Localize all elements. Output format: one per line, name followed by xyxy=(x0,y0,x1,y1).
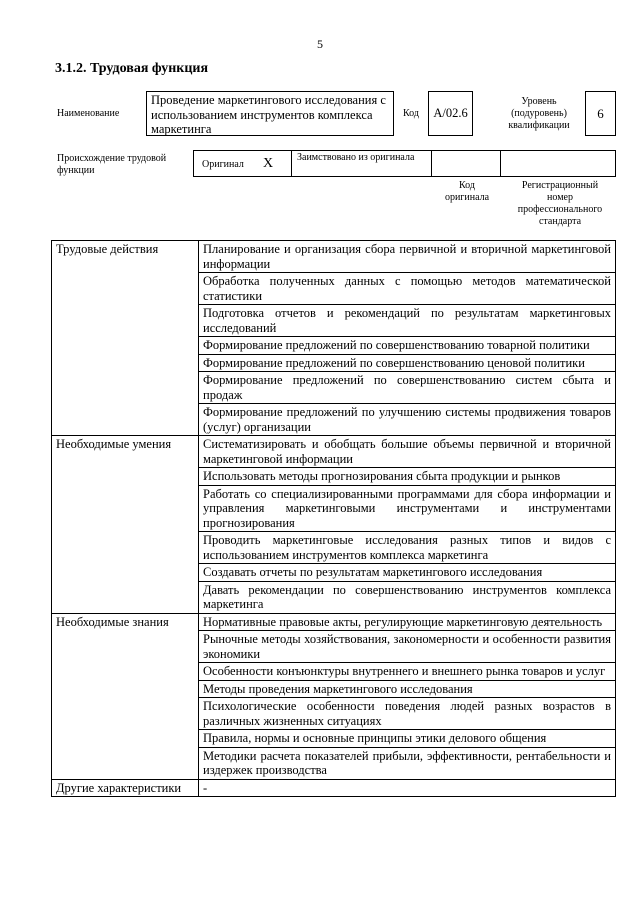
code-original-caption: Код оригинала xyxy=(444,180,490,203)
item-cell: Создавать отчеты по результатам маркетингового исследования xyxy=(199,564,616,582)
item-cell: Систематизировать и обобщать большие объемы первичной и вторичной маркетинговой информации xyxy=(199,436,616,468)
item-cell: Формирование предложений по совершенствованию товарной политики xyxy=(199,337,616,355)
item-cell: Нормативные правовые акты, регулирующие маркетинговую деятельность xyxy=(199,613,616,631)
item-cell: Формирование предложений по улучшению системы продвижения товаров (услуг) организации xyxy=(199,404,616,436)
reg-number-caption: Регистрационный номер профессионального стандарта xyxy=(517,180,603,227)
category-cell: Необходимые знания xyxy=(52,613,199,779)
item-cell: Психологические особенности поведения людей разных возрастов в различных жизненных ситуациях xyxy=(199,698,616,730)
category-cell: Трудовые действия xyxy=(52,241,199,436)
table-row xyxy=(52,613,616,631)
function-table xyxy=(51,240,616,797)
function-name: Проведение маркетингового исследования с использованием инструментов комплекса маркетинга xyxy=(151,93,386,136)
item-cell: Формирование предложений по совершенствованию ценовой политики xyxy=(199,354,616,372)
name-label: Наименование xyxy=(57,108,120,119)
item-cell: Планирование и организация сбора первичной и вторичной маркетинговой информации xyxy=(199,241,616,273)
table-row xyxy=(52,436,616,468)
item-cell: Методы проведения маркетингового исследования xyxy=(199,680,616,698)
name-box xyxy=(146,91,394,136)
item-cell: Обработка полученных данных с помощью методов математической статистики xyxy=(199,273,616,305)
original-label: Оригинал xyxy=(202,159,244,170)
item-cell: Формирование предложений по совершенствованию систем сбыта и продаж xyxy=(199,372,616,404)
code-box xyxy=(428,91,473,136)
item-cell: Давать рекомендации по совершенствованию инструментов комплекса маркетинга xyxy=(199,581,616,613)
divider xyxy=(500,151,501,176)
item-cell: Проводить маркетинговые исследования разных типов и видов с использованием инструментов комплекса маркетинга xyxy=(199,532,616,564)
level-value: 6 xyxy=(597,106,604,121)
page-number: 5 xyxy=(317,37,323,51)
original-mark: X xyxy=(263,156,274,171)
code-label: Код xyxy=(403,108,419,119)
item-cell: Рыночные методы хозяйствования, закономерности и особенности развития экономики xyxy=(199,631,616,663)
item-cell: Использовать методы прогнозирования сбыта продукции и рынков xyxy=(199,468,616,486)
item-cell: Методики расчета показателей прибыли, эффективности, рентабельности и издержек производства xyxy=(199,747,616,779)
item-cell: Подготовка отчетов и рекомендаций по результатам маркетинговых исследований xyxy=(199,305,616,337)
origin-box xyxy=(193,150,616,177)
item-cell: Правила, нормы и основные принципы этики делового общения xyxy=(199,730,616,748)
origin-label: Происхождение трудовой функции xyxy=(57,153,167,176)
table-row xyxy=(52,779,616,797)
category-cell: Необходимые умения xyxy=(52,436,199,614)
item-cell: - xyxy=(199,779,616,797)
divider xyxy=(431,151,432,176)
code-value: A/02.6 xyxy=(433,106,468,120)
item-cell: Особенности конъюнктуры внутреннего и внешнего рынка товаров и услуг xyxy=(199,663,616,681)
level-box xyxy=(585,91,616,136)
category-cell: Другие характеристики xyxy=(52,779,199,797)
section-title: 3.1.2. Трудовая функция xyxy=(55,61,209,76)
item-cell: Работать со специализированными программами для сбора информации и управления маркетинговыми инструментами и инструментами прогнозирования xyxy=(199,485,616,532)
level-label: Уровень (подуровень) квалификации xyxy=(508,96,570,131)
table-row xyxy=(52,241,616,273)
borrowed-label: Заимствовано из оригинала xyxy=(297,152,415,163)
divider xyxy=(291,151,292,176)
